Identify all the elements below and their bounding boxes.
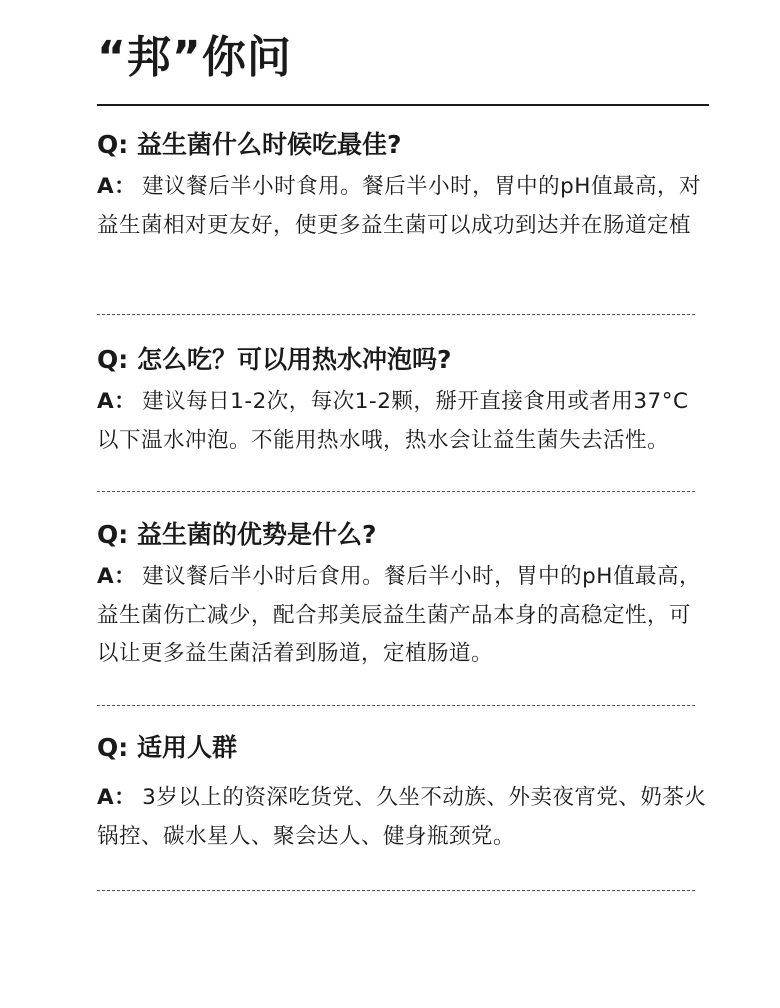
page-title: “邦”你问 xyxy=(97,32,292,83)
faq-question: Q: 适用人群 xyxy=(97,733,237,762)
title-divider xyxy=(97,104,709,106)
answer-label: A： xyxy=(97,785,137,810)
faq-question: Q: 益生菌的优势是什么? xyxy=(97,520,377,549)
faq-question: Q: 怎么吃？可以用热水冲泡吗? xyxy=(97,345,452,374)
faq-answer xyxy=(97,558,709,674)
answer-label: A： xyxy=(97,564,137,589)
faq-answer-text: 建议餐后半小时食用。餐后半小时，胃中的pH值最高，对益生菌相对更友好，使更多益生菌可以成功到达并在肠道定植 xyxy=(97,174,701,238)
faq-item-1 xyxy=(97,130,709,245)
dashed-divider xyxy=(97,705,695,706)
faq-answer xyxy=(97,168,709,245)
answer-label: A： xyxy=(97,174,137,199)
faq-question: Q: 益生菌什么时候吃最佳? xyxy=(97,130,402,159)
faq-item-2 xyxy=(97,345,709,460)
faq-answer xyxy=(97,779,709,856)
dashed-divider xyxy=(97,890,695,891)
faq-answer-text: 3岁以上的资深吃货党、久坐不动族、外卖夜宵党、奶茶火锅控、碳水星人、聚会达人、健身瓶颈党。 xyxy=(97,785,707,849)
faq-answer xyxy=(97,383,709,460)
faq-item-3 xyxy=(97,520,709,674)
faq-answer-text: 建议餐后半小时后食用。餐后半小时，胃中的pH值最高，益生菌伤亡减少，配合邦美辰益生菌产品本身的高稳定性，可以让更多益生菌活着到肠道，定植肠道。 xyxy=(97,564,701,666)
dashed-divider xyxy=(97,314,695,315)
answer-label: A： xyxy=(97,389,137,414)
faq-item-4 xyxy=(97,733,709,856)
faq-answer-text: 建议每日1-2次，每次1-2颗，掰开直接食用或者用37°C以下温水冲泡。不能用热水哦，热水会让益生菌失去活性。 xyxy=(97,389,689,453)
dashed-divider xyxy=(97,491,695,492)
